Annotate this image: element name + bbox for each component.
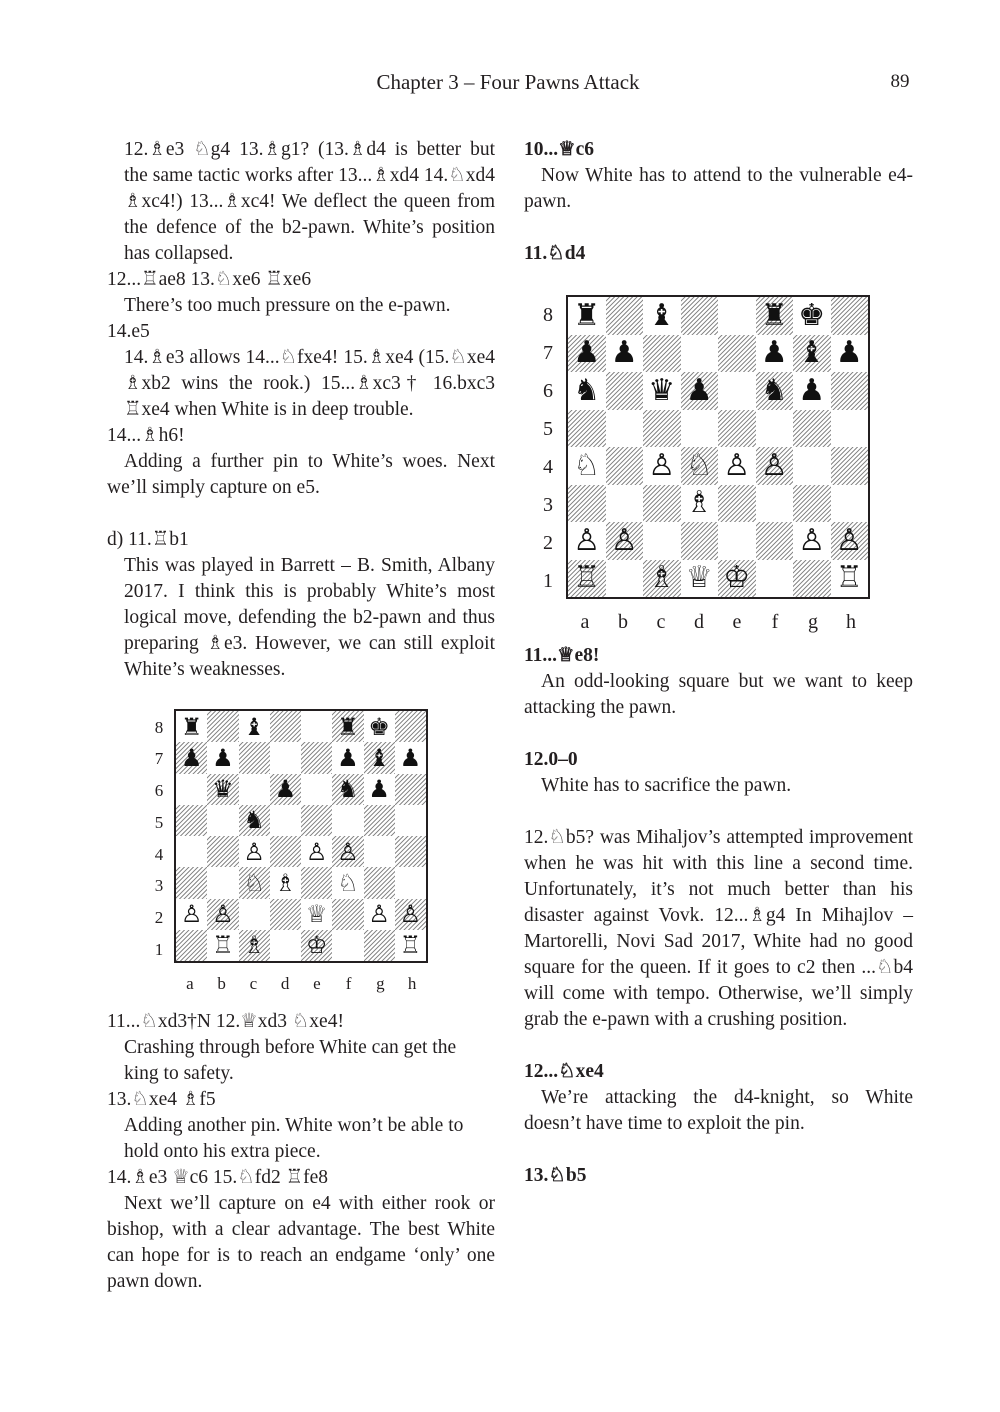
board-square — [606, 485, 644, 523]
board-square — [718, 560, 756, 598]
board-square — [270, 711, 301, 742]
board-square — [395, 711, 426, 742]
paragraph: An odd-looking square but we want to keep attacking the pawn. — [524, 671, 913, 718]
board-square — [332, 774, 363, 805]
paragraph: Next we’ll capture on e4 with either rook or bishop, with a clear advantage. The best White can hope for is to reach an endgame ‘only’ one pawn down. — [107, 1193, 495, 1292]
board-square — [568, 447, 606, 485]
board-square — [756, 485, 794, 523]
chess-piece: ♗ — [243, 931, 265, 960]
move-line: 11...♘xd3†N 12.♕xd3 ♘xe4! — [107, 1011, 344, 1032]
board-square — [568, 410, 606, 448]
board-square — [643, 372, 681, 410]
board-square — [332, 742, 363, 773]
board-square — [364, 930, 395, 961]
board-square — [643, 485, 681, 523]
move-heading: 13.♘b5 — [524, 1165, 587, 1186]
file-label: h — [407, 974, 417, 993]
rank-label: 4 — [543, 456, 553, 478]
board-square — [176, 805, 207, 836]
board-square — [301, 867, 332, 898]
board-square — [207, 742, 238, 773]
board-square — [606, 297, 644, 335]
board-square — [239, 774, 270, 805]
board-square — [831, 410, 869, 448]
chess-piece: ♖ — [212, 931, 234, 960]
board-square — [793, 447, 831, 485]
board-square — [395, 867, 426, 898]
chess-piece: ♝ — [368, 743, 390, 772]
chess-piece: ♙ — [835, 522, 863, 558]
chess-piece: ♟ — [573, 335, 601, 371]
board-square — [176, 930, 207, 961]
board-square — [793, 297, 831, 335]
board-square — [681, 335, 719, 373]
file-label: b — [618, 611, 628, 633]
board-square — [756, 410, 794, 448]
chess-piece: ♜ — [760, 297, 788, 333]
file-label: a — [580, 611, 590, 633]
board-square — [270, 742, 301, 773]
chess-piece: ♟ — [212, 743, 234, 772]
board-square — [176, 836, 207, 867]
chess-piece: ♘ — [685, 447, 713, 483]
board-square — [606, 372, 644, 410]
right-column — [524, 137, 913, 1189]
file-label: e — [732, 611, 742, 633]
board-square — [364, 836, 395, 867]
board-square — [239, 930, 270, 961]
board-square — [831, 522, 869, 560]
board-square — [395, 836, 426, 867]
board-square — [643, 522, 681, 560]
board-square — [606, 410, 644, 448]
board-square — [718, 410, 756, 448]
file-label: c — [656, 611, 666, 633]
board-square — [831, 297, 869, 335]
board-square — [756, 372, 794, 410]
board-square — [207, 867, 238, 898]
chess-piece: ♟ — [685, 372, 713, 408]
paragraph: Now White has to attend to the vulnerable e4-pawn. — [524, 165, 913, 212]
board-square — [332, 867, 363, 898]
rank-label: 6 — [543, 380, 553, 402]
rank-label: 8 — [154, 717, 164, 737]
board-square — [301, 899, 332, 930]
board-square — [207, 930, 238, 961]
chess-piece: ♙ — [180, 900, 203, 929]
file-label: a — [186, 974, 194, 993]
chess-piece: ♟ — [835, 335, 863, 371]
board-square — [793, 410, 831, 448]
board-square — [395, 899, 426, 930]
chess-piece: ♙ — [648, 447, 676, 483]
board-square — [395, 774, 426, 805]
board-square — [332, 836, 363, 867]
rank-label: 4 — [154, 844, 164, 864]
board-square — [756, 297, 794, 335]
board-square — [176, 774, 207, 805]
board-square — [176, 742, 207, 773]
board-square — [364, 867, 395, 898]
rank-label: 3 — [543, 494, 553, 516]
board-square — [831, 560, 869, 598]
chess-piece: ♕ — [685, 560, 713, 596]
chess-piece: ♙ — [723, 447, 751, 483]
board-square — [756, 447, 794, 485]
chess-piece: ♜ — [180, 712, 203, 741]
rank-label: 1 — [543, 570, 553, 592]
chess-piece: ♙ — [368, 900, 390, 929]
board-square — [364, 805, 395, 836]
board-square — [643, 447, 681, 485]
rank-label: 3 — [154, 876, 164, 896]
board-square — [301, 930, 332, 961]
board-square — [270, 899, 301, 930]
chess-piece: ♖ — [399, 931, 422, 960]
board-square — [568, 485, 606, 523]
board-square — [643, 410, 681, 448]
board-square — [681, 372, 719, 410]
chess-piece: ♖ — [835, 560, 863, 596]
paragraph: Adding another pin. White won’t be able to hold onto his extra piece. — [124, 1115, 464, 1162]
board-square — [718, 372, 756, 410]
board-square — [568, 522, 606, 560]
board-square — [301, 742, 332, 773]
chess-piece: ♙ — [573, 522, 601, 558]
chess-piece: ♙ — [305, 837, 328, 866]
chess-piece: ♟ — [610, 335, 638, 371]
chess-piece: ♞ — [573, 372, 601, 408]
board-square — [681, 522, 719, 560]
file-label: g — [376, 974, 385, 993]
chess-piece: ♜ — [573, 297, 601, 333]
move-line: 14.♗e3 ♕c6 15.♘fd2 ♖fe8 — [107, 1167, 329, 1188]
board-square — [681, 485, 719, 523]
board-square — [756, 335, 794, 373]
move-heading: 10...♕c6 — [524, 139, 595, 160]
paragraph: White has to sacrifice the pawn. — [541, 775, 792, 796]
board-square — [606, 560, 644, 598]
chess-piece: ♔ — [723, 560, 751, 596]
chess-piece: ♘ — [337, 868, 359, 897]
rank-label: 6 — [154, 781, 164, 801]
board-square — [332, 711, 363, 742]
chapter-title: Chapter 3 – Four Pawns Attack — [376, 70, 640, 94]
chess-piece: ♟ — [337, 743, 359, 772]
board-square — [793, 522, 831, 560]
rank-label: 2 — [154, 908, 164, 928]
chess-piece: ♟ — [274, 775, 297, 804]
board-square — [239, 867, 270, 898]
board-square — [831, 447, 869, 485]
file-label: h — [846, 611, 856, 633]
file-label: e — [313, 974, 321, 993]
chess-piece: ♞ — [243, 806, 265, 835]
board-square — [643, 335, 681, 373]
paragraph: Crashing through before White can get the king to safety. — [124, 1037, 457, 1084]
board-square — [395, 930, 426, 961]
board-square — [643, 560, 681, 598]
chess-piece: ♙ — [243, 837, 265, 866]
rank-label: 7 — [543, 342, 553, 364]
chess-piece: ♟ — [368, 775, 390, 804]
board-square — [239, 742, 270, 773]
board-square — [332, 805, 363, 836]
rank-label: 2 — [543, 532, 553, 554]
board-square — [718, 485, 756, 523]
board-square — [301, 711, 332, 742]
move-line: 12...♖ae8 13.♘xe6 ♖xe6 — [107, 269, 312, 290]
board-square — [606, 522, 644, 560]
rank-label: 5 — [543, 418, 553, 440]
file-label: f — [345, 974, 352, 993]
chess-piece: ♗ — [685, 485, 713, 521]
board-square — [568, 297, 606, 335]
move-line: 14...♗h6! — [107, 425, 185, 446]
chess-piece: ♗ — [648, 560, 676, 596]
board-square — [793, 485, 831, 523]
chess-diagram-left — [107, 683, 495, 1009]
board-square — [718, 335, 756, 373]
chess-piece: ♘ — [243, 868, 265, 897]
paragraph: 12.♗e3 ♘g4 13.♗g1? (13.♗d4 is better but the same tactic works after 13...♗xd4 14.♘xd4 ♗xc4!) 13...♗xc4! We deflect the queen from the defence of the b2-pawn. White’s position has collapsed. — [124, 139, 495, 264]
chess-piece: ♘ — [573, 447, 601, 483]
rank-label: 1 — [154, 939, 164, 959]
file-label: c — [249, 974, 258, 993]
chess-piece: ♜ — [337, 712, 359, 741]
chess-piece: ♞ — [760, 372, 788, 408]
move-heading: 12...♘xe4 — [524, 1061, 604, 1082]
board-square — [718, 447, 756, 485]
board-square — [270, 805, 301, 836]
board-square — [681, 297, 719, 335]
board-square — [270, 930, 301, 961]
chess-piece: ♟ — [399, 743, 422, 772]
board-square — [718, 522, 756, 560]
chess-diagram-right — [524, 267, 913, 643]
section-heading: d) 11.♖b1 — [107, 529, 189, 550]
file-label: g — [808, 611, 818, 633]
board-square — [395, 805, 426, 836]
board-square — [793, 335, 831, 373]
board-square — [207, 711, 238, 742]
chessboard — [174, 709, 428, 963]
move-line: 14.e5 — [107, 321, 150, 342]
board-square — [568, 335, 606, 373]
left-column — [107, 137, 495, 1295]
page-number: 89 — [890, 71, 910, 92]
move-heading: 11...♕e8! — [524, 645, 600, 666]
board-square — [239, 711, 270, 742]
board-square — [176, 867, 207, 898]
file-label: d — [280, 974, 290, 993]
board-square — [301, 805, 332, 836]
chess-piece: ♙ — [610, 522, 638, 558]
chess-piece: ♝ — [243, 712, 265, 741]
board-square — [364, 742, 395, 773]
board-square — [239, 899, 270, 930]
board-square — [681, 447, 719, 485]
chess-piece: ♛ — [648, 372, 676, 408]
board-square — [606, 447, 644, 485]
board-square — [831, 485, 869, 523]
paragraph: Adding a further pin to White’s woes. Next we’ll simply capture on e5. — [107, 451, 495, 498]
board-square — [681, 560, 719, 598]
move-heading: 11.♘d4 — [524, 243, 586, 264]
paragraph: We’re attacking the d4-knight, so White doesn’t have time to exploit the pin. — [524, 1087, 913, 1134]
board-square — [643, 297, 681, 335]
board-square — [207, 805, 238, 836]
board-square — [301, 836, 332, 867]
board-square — [207, 899, 238, 930]
board-square — [606, 335, 644, 373]
chess-piece: ♚ — [368, 712, 390, 741]
chess-piece: ♙ — [798, 522, 826, 558]
board-square — [831, 372, 869, 410]
file-label: d — [694, 611, 704, 633]
chess-piece: ♟ — [180, 743, 203, 772]
chess-piece: ♚ — [798, 297, 826, 333]
move-heading: 12.0–0 — [524, 749, 578, 770]
chess-piece: ♗ — [274, 868, 297, 897]
board-square — [364, 899, 395, 930]
rank-label: 5 — [154, 812, 164, 832]
paragraph: This was played in Barrett – B. Smith, Albany 2017. I think this is probably White’s most logical move, defending the b2-pawn and thus preparing ♗e3. However, we can still exploit White’s weaknesses. — [124, 555, 495, 680]
board-square — [332, 899, 363, 930]
file-label: f — [771, 611, 779, 633]
board-square — [270, 774, 301, 805]
move-line: 13.♘xe4 ♗f5 — [107, 1089, 216, 1110]
file-label: b — [217, 974, 226, 993]
chess-piece: ♝ — [648, 297, 676, 333]
board-square — [756, 560, 794, 598]
chess-piece: ♙ — [399, 900, 422, 929]
chess-piece: ♔ — [305, 931, 328, 960]
chess-piece: ♖ — [573, 560, 601, 596]
board-square — [176, 899, 207, 930]
chess-piece: ♟ — [760, 335, 788, 371]
board-square — [831, 335, 869, 373]
board-square — [793, 560, 831, 598]
chess-piece: ♙ — [337, 837, 359, 866]
board-square — [793, 372, 831, 410]
chess-piece: ♕ — [305, 900, 328, 929]
board-square — [718, 297, 756, 335]
rank-label: 7 — [154, 749, 164, 769]
chess-piece: ♞ — [337, 775, 359, 804]
chess-piece: ♟ — [798, 372, 826, 408]
board-square — [207, 836, 238, 867]
board-square — [270, 867, 301, 898]
rank-label: 8 — [543, 304, 553, 326]
board-square — [395, 742, 426, 773]
board-square — [681, 410, 719, 448]
board-square — [239, 836, 270, 867]
chess-piece: ♙ — [760, 447, 788, 483]
board-square — [756, 522, 794, 560]
paragraph: There’s too much pressure on the e-pawn. — [124, 295, 451, 316]
board-square — [207, 774, 238, 805]
board-square — [332, 930, 363, 961]
board-square — [364, 774, 395, 805]
chess-piece: ♛ — [212, 775, 234, 804]
board-square — [301, 774, 332, 805]
chess-piece: ♝ — [798, 335, 826, 371]
board-square — [568, 372, 606, 410]
paragraph: 12.♘b5? was Mihaljov’s attempted improvement when he was hit with this line a second time. Unfortunately, it’s not much better than his disaster against Vovk. 12...♗g4 In Mihajlov – Martorelli, Novi Sad 2017, White had no good square for the queen. If it goes to c2 then ...♘b4 will come with tempo. Otherwise, we’ll simply grab the e-pawn with a crushing position. — [524, 827, 913, 1030]
board-square — [176, 711, 207, 742]
board-square — [270, 836, 301, 867]
chess-piece: ♙ — [212, 900, 234, 929]
board-square — [568, 560, 606, 598]
paragraph: 14.♗e3 allows 14...♘fxe4! 15.♗xe4 (15.♘xe4 ♗xb2 wins the rook.) 15...♗xc3† 16.bxc3 ♖xe4 when White is in deep trouble. — [124, 347, 495, 420]
chessboard — [566, 295, 870, 599]
board-square — [239, 805, 270, 836]
board-square — [364, 711, 395, 742]
